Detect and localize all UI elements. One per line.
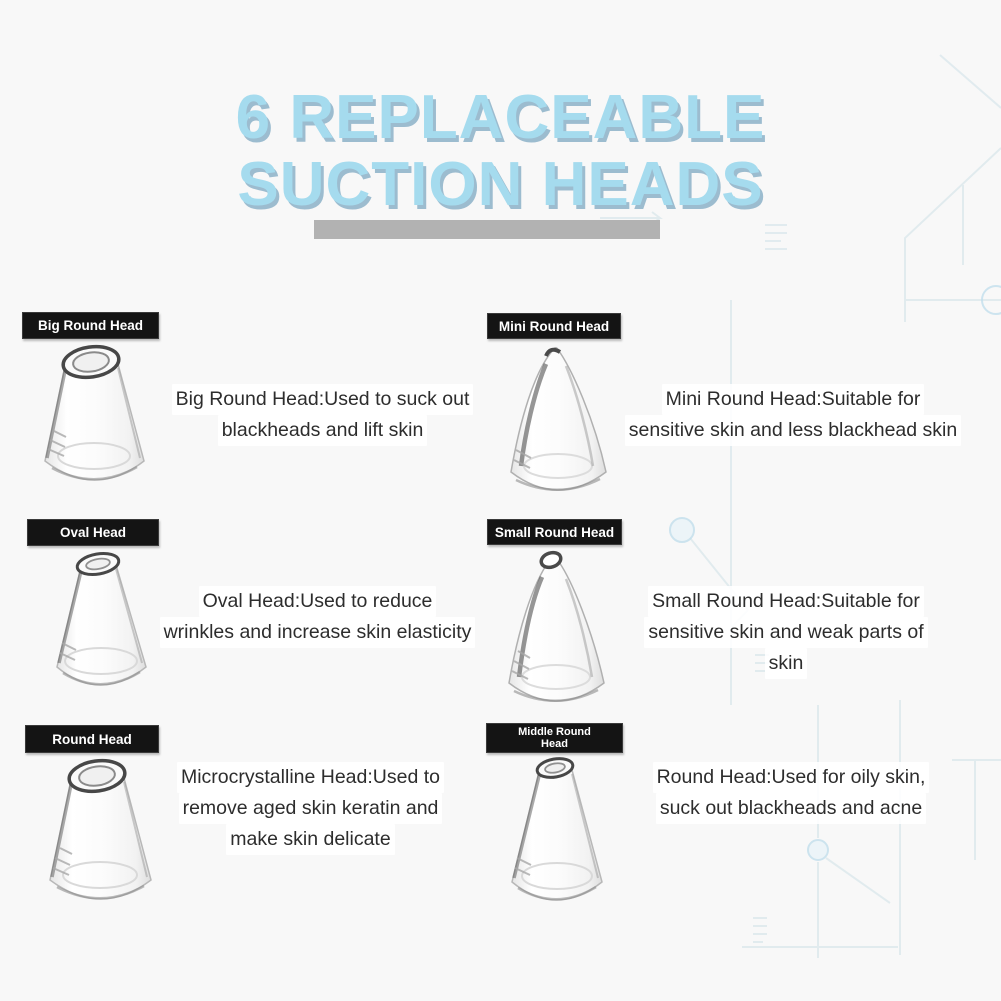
desc-mini-round-head: Mini Round Head:Suitable for sensitive skin and less blackhead skin	[607, 384, 979, 446]
badge-round-head: Round Head	[25, 725, 159, 753]
badge-oval-head: Oval Head	[27, 519, 159, 546]
title-underline-bar	[314, 220, 660, 239]
desc-big-round-head: Big Round Head:Used to suck out blackheads and lift skin	[130, 384, 515, 446]
middle-round-head-photo	[496, 746, 616, 916]
page-title	[0, 84, 1001, 218]
desc-oval-head: Oval Head:Used to reduce wrinkles and increase skin elasticity	[125, 586, 510, 648]
page-title-line1: 6 REPLACEABLE	[235, 83, 766, 152]
badge-small-round-head: Small Round Head	[487, 519, 622, 545]
badge-big-round-head: Big Round Head	[22, 312, 159, 339]
badge-middle-round-head: Middle Round Head	[486, 723, 623, 753]
mini-round-head-photo	[496, 338, 621, 503]
page-title-line2: SUCTION HEADS	[237, 150, 764, 219]
desc-middle-round-head: Round Head:Used for oily skin, suck out blackheads and acne	[605, 762, 977, 824]
desc-round-head: Microcrystalline Head:Used to remove aged skin keratin and make skin delicate	[118, 762, 503, 855]
desc-small-round-head: Small Round Head:Suitable for sensitive skin and weak parts of skin	[600, 586, 972, 679]
badge-mini-round-head: Mini Round Head	[487, 313, 621, 339]
